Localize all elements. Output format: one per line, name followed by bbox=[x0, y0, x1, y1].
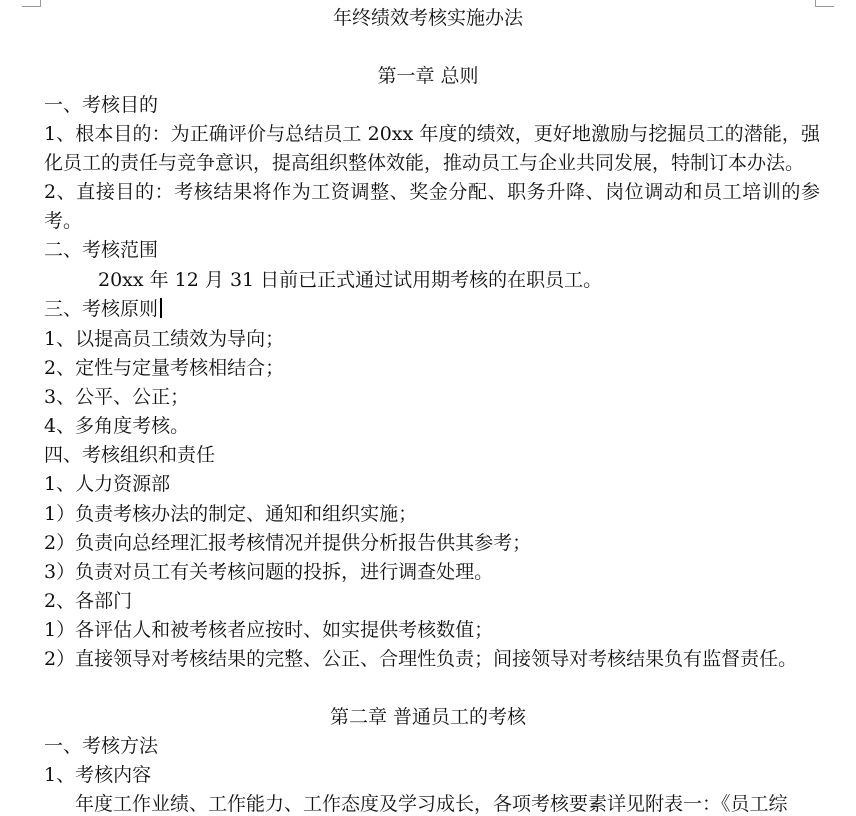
section-3-heading: 三、考核原则 bbox=[44, 298, 159, 320]
list-item: 1）各评估人和被考核者应按时、如实提供考核数值； bbox=[44, 619, 494, 641]
list-item: 3）负责对员工有关考核问题的投拆，进行调查处理。 bbox=[44, 561, 494, 583]
section-2-heading: 二、考核范围 bbox=[44, 239, 159, 261]
document-title: 年终绩效考核实施办法 bbox=[332, 7, 523, 29]
list-item: 1、以提高员工绩效为导向； bbox=[44, 328, 285, 350]
list-item: 2）负责向总经理汇报考核情况并提供分析报告供其参考； bbox=[44, 532, 532, 554]
section-1-heading: 一、考核目的 bbox=[44, 94, 159, 116]
subsection-heading: 1、人力资源部 bbox=[44, 473, 171, 495]
section-1-heading: 一、考核方法 bbox=[44, 735, 159, 757]
paragraph-line: 2、直接目的：考核结果将作为工资调整、奖金分配、职务升降、岗位调动和员工培训的参 bbox=[44, 181, 820, 203]
paragraph-line: 年度工作业绩、工作能力、工作态度及学习成长，各项考核要素详见附表一：《员工综 bbox=[75, 793, 788, 815]
list-item: 2、定性与定量考核相结合； bbox=[44, 357, 285, 379]
paragraph-line: 考。 bbox=[44, 210, 83, 232]
section-4-heading: 四、考核组织和责任 bbox=[44, 444, 216, 466]
paragraph-line: 化员工的责任与竞争意识，提高组织整体效能，推动员工与企业共同发展，特制订本办法。 bbox=[44, 152, 805, 174]
text-cursor bbox=[160, 298, 162, 318]
list-item: 3、公平、公正； bbox=[44, 386, 190, 408]
list-item: 1）负责考核办法的制定、通知和组织实施； bbox=[44, 503, 418, 525]
paragraph-line: 20xx 年 12 月 31 日前已正式通过试用期考核的在职员工。 bbox=[98, 269, 603, 291]
paragraph-line: 1、根本目的：为正确评价与总结员工 20xx 年度的绩效，更好地激励与挖掘员工的潜能，强 bbox=[44, 123, 820, 145]
subsection-heading: 2、各部门 bbox=[44, 590, 133, 612]
subsection-heading: 1、考核内容 bbox=[44, 764, 152, 786]
chapter-1-heading: 第一章 总则 bbox=[377, 65, 479, 87]
list-item: 2）直接领导对考核结果的完整、公正、合理性负责；间接领导对考核结果负有监督责任。 bbox=[44, 648, 798, 670]
chapter-2-heading: 第二章 普通员工的考核 bbox=[329, 706, 527, 728]
section-3-heading-row[interactable] bbox=[44, 295, 162, 324]
list-item: 4、多角度考核。 bbox=[44, 415, 190, 437]
